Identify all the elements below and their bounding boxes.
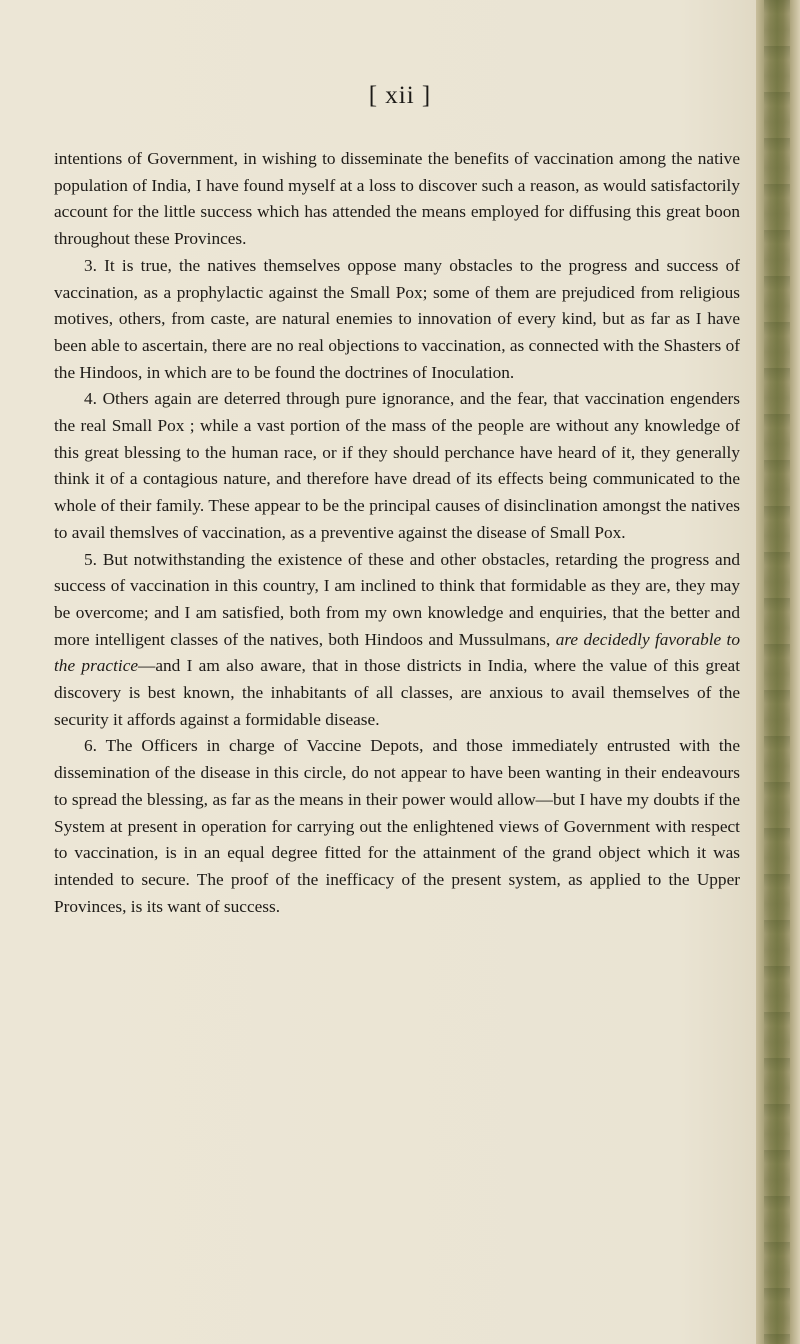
paragraph-number: 6. — [84, 736, 97, 756]
paragraph-3 — [54, 253, 740, 387]
paragraph-4 — [54, 386, 740, 546]
paragraph-continued — [54, 146, 740, 253]
paragraph-text-after: —and I am also aware, that in those districts in India, where the value of this great discovery is best known, the inhabitants of all classes, are anxious to avail themselves of the security it affords against a formidable disease. — [54, 656, 740, 729]
paragraph-text: intentions of Government, in wishing to disseminate the benefits of vaccination among the native population of India, I have found myself at a loss to discover such a reason, as would satisfactorily account for the little success which has attended the means employed for diffusing this great boon throughout these Provinces. — [54, 149, 740, 249]
paragraph-text: It is true, the natives themselves oppose many obstacles to the progress and success of vaccination, as a prophylactic against the Small Pox; some of them are prejudiced from religious motives, others, from caste, are natural enemies to innovation of every kind, but as far as I have been able to ascertain, there are no real objections to vaccination, as connected with the Shasters of the Hindoos, in which are to be found the doctrines of Inoculation. — [54, 255, 740, 382]
paragraph-5 — [54, 547, 740, 734]
page-number-header: [ xii ] — [368, 82, 432, 109]
body-text — [54, 146, 740, 920]
paragraph-number: 5. — [84, 549, 97, 569]
paragraph-number: 3. — [84, 255, 97, 275]
paragraph-6 — [54, 733, 740, 920]
paragraph-text: The Officers in charge of Vaccine Depots, and those immediately entrusted with the dissemination of the disease in this circle, do not appear to have been wanting in their endeavours to spread the blessing, as far as the means in their power would allow—but I have my doubts if the System at present in operation for carrying out the enlightened views of Government with respect to vaccination, is in an equal degree fitted for the attainment of the grand object which it was intended to secure. The proof of the inefficacy of the present system, as applied to the Upper Provinces, is its want of success. — [54, 736, 740, 916]
paragraph-text: But notwithstanding the existence of these and other obstacles, retarding the progress and success of vaccination in this country, I am inclined to think that formidable as they are, they may be overcome; and I am satisfied, both from my own knowledge and enquiries, that the better and more intelligent classes of the natives, both Hindoos and Mussulmans, — [54, 549, 740, 649]
paragraph-emphasis: are decidedly favorable to the practice — [54, 629, 740, 676]
paragraph-number: 4. — [84, 389, 97, 409]
paragraph-text: Others again are deterred through pure ignorance, and the fear, that vaccination engenders the real Small Pox ; while a vast portion of the mass of the people are without any knowledge of this great blessing to the human race, or if they should perchance have heard of it, they generally think it of a contagious nature, and therefore have dread of its effects being communicated to the whole of their family. These appear to be the principal causes of disinclination amongst the natives to avail themslves of vaccination, as a preventive against the disease of Small Pox. — [54, 389, 741, 542]
page-binding-edge — [756, 0, 800, 1344]
